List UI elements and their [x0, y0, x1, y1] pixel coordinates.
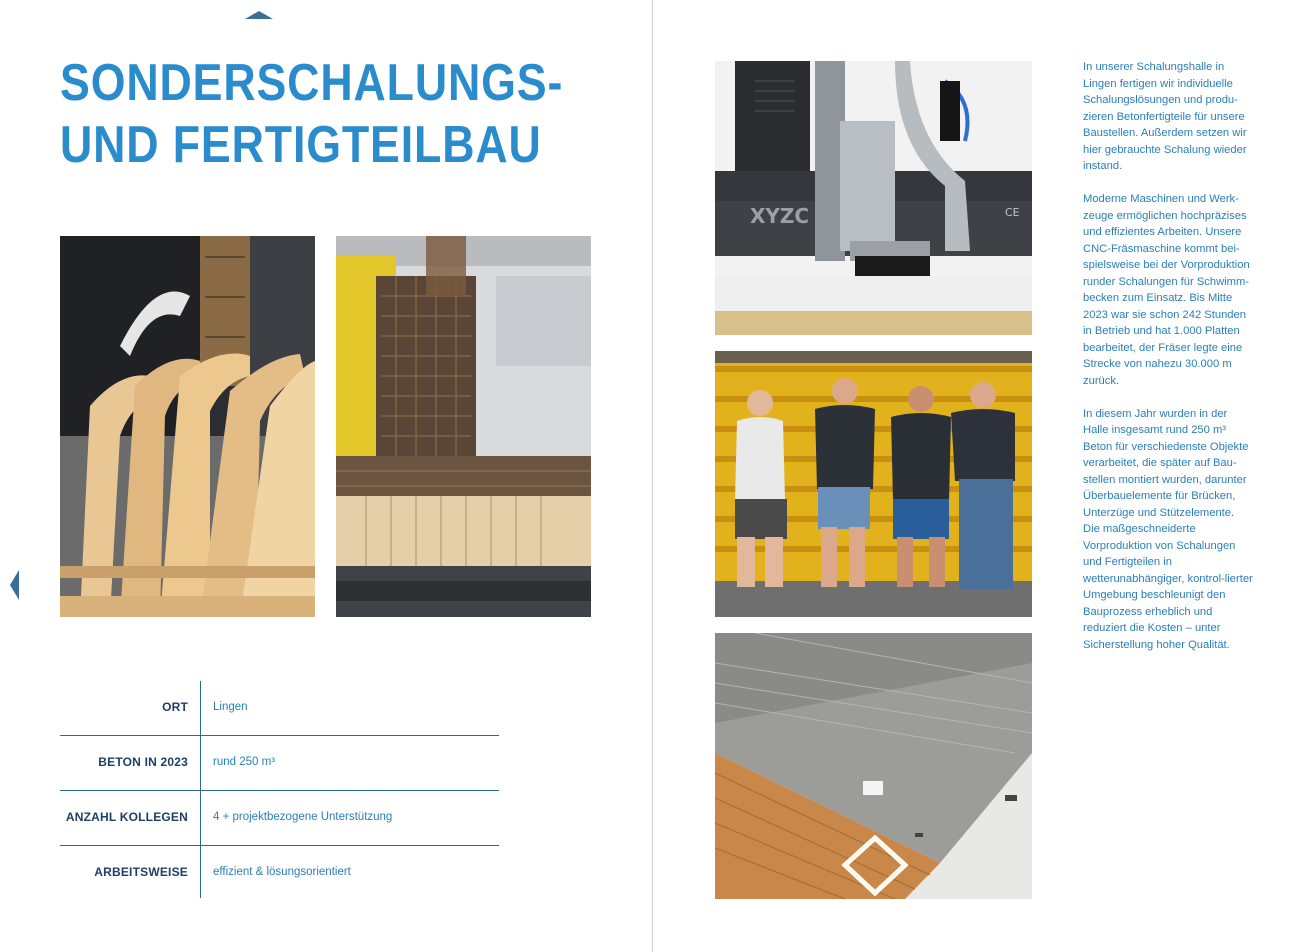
fact-row-location	[60, 681, 499, 736]
nav-up-arrow-icon[interactable]	[245, 11, 273, 19]
photo-team	[715, 351, 1032, 617]
title-line-1: SONDERSCHALUNGS-	[60, 54, 564, 112]
photo-concrete-ceiling	[715, 633, 1032, 899]
fact-label: ANZAHL KOLLEGEN	[65, 810, 188, 824]
body-text	[1083, 59, 1253, 670]
fact-row-colleagues	[60, 791, 499, 846]
title-line-2: UND FERTIGTEILBAU	[60, 116, 542, 174]
fact-value: effizient & lösungsorientiert	[213, 866, 351, 878]
machine-ce-mark: CE	[1005, 206, 1020, 219]
photo-wooden-formwork	[60, 236, 315, 617]
fact-label: ORT	[162, 700, 188, 714]
fact-label: BETON IN 2023	[98, 755, 188, 769]
paragraph: In unserer Schalungshalle in Lingen fertigen wir individuelle Schalungslösungen und produ-zieren Betonfertigteile für unsere Baustellen. Außerdem setzen wir hier gebrauchte Schalung wieder instand.	[1083, 61, 1247, 172]
fact-value: 4 + projektbezogene Unterstützung	[213, 811, 393, 823]
nav-previous-arrow-icon[interactable]	[10, 570, 19, 600]
paragraph: In diesem Jahr wurden in der Halle insgesamt rund 250 m³ Beton für verschiedenste Objekte verarbeitet, die später auf Bau-stellen montiert wurden, darunter Überbauelemente für Brücken, Unterzüge und Stützelemente. Die maßgeschneiderte Vorproduktion von Schalungen und Fertigteilen in wetterunabhängiger, kontrol-lierter Umgebung beschleunigt den Bauprozess erheblich und reduziert die Kosten – unter Sicherstellung hoher Qualität.	[1083, 407, 1253, 651]
machine-brand-label: XYZC	[750, 204, 810, 228]
page-divider	[652, 0, 653, 952]
fact-value: rund 250 m³	[213, 756, 276, 768]
photo-cnc-milling-machine	[715, 61, 1032, 335]
fact-label: ARBEITSWEISE	[94, 865, 188, 879]
paragraph: Moderne Maschinen und Werk-zeuge ermöglichen hochpräzises und effizientes Arbeiten. Unsere CNC-Fräsmaschine kommt bei-spielsweise bei der Vorproduktion runder Schalungen für Schwimm-becken zum Einsatz. Bis Mitte 2023 war sie schon 242 Stunden in Betrieb und hat 1.000 Platten bearbeitet, der Fräser legte eine Strecke von nahezu 30.000 m zurück.	[1083, 193, 1250, 387]
fact-value: Lingen	[213, 701, 248, 713]
page-title	[60, 52, 564, 176]
fact-row-working-style	[60, 846, 499, 900]
facts-table-divider	[200, 681, 201, 898]
fact-row-concrete	[60, 736, 499, 791]
facts-table	[60, 681, 499, 900]
photo-rebar-cages	[336, 236, 591, 617]
